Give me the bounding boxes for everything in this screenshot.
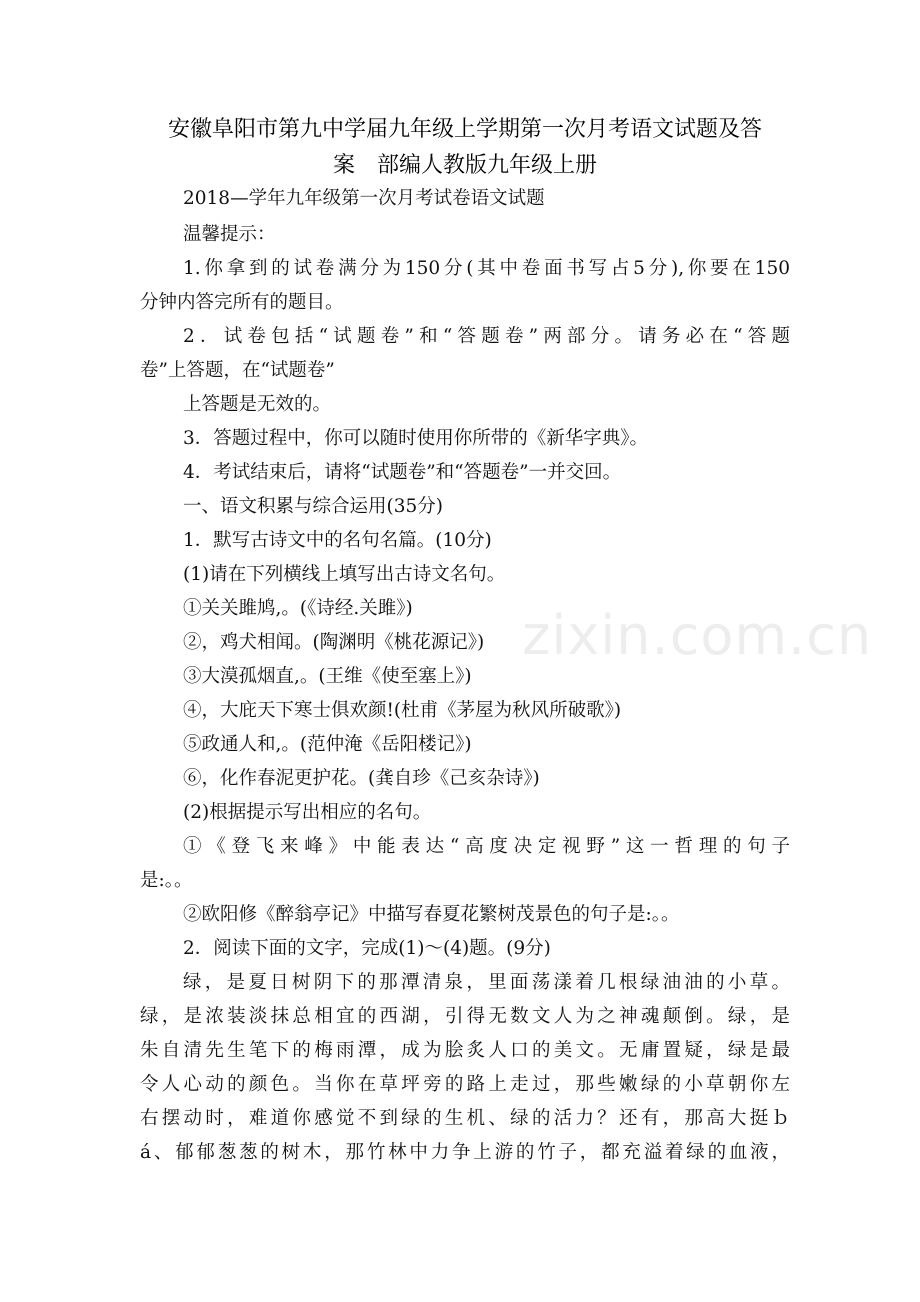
question-1-part-2: (2)根据提示写出相应的名句。 — [183, 802, 432, 823]
passage-line: 朱自清先生笔下的梅雨潭，成为脍炙人口的美文。无庸置疑，绿是最 — [140, 1040, 790, 1061]
exam-subtitle: 2018—学年九年级第一次月考试卷语文试题 — [183, 188, 545, 209]
tip-4: 4．考试结束后，请将“试题卷”和“答题卷”一并交回。 — [183, 462, 622, 483]
hint-item-1-line-2: 是:。。 — [140, 870, 193, 891]
tip-1-line-1: 1.你拿到的试卷满分为150分(其中卷面书写占5分),你要在150 — [183, 258, 790, 279]
passage-line: 右摆动时，难道你感觉不到绿的生机、绿的活力？还有，那高大挺ｂ — [140, 1108, 790, 1129]
section-1-heading: 一、语文积累与综合运用(35分) — [183, 496, 443, 517]
tips-heading: 温馨提示： — [183, 224, 276, 245]
poem-item-6: ⑥，化作春泥更护花。(龚自珍《己亥杂诗》) — [183, 768, 540, 789]
hint-item-2: ②欧阳修《醉翁亭记》中描写春夏花繁树茂景色的句子是:。。 — [183, 904, 680, 925]
passage-line: á、郁郁葱葱的树木，那竹林中力争上游的竹子，都充溢着绿的血液， — [140, 1142, 790, 1163]
tip-2-line-3: 上答题是无效的。 — [183, 394, 332, 415]
tip-2-line-2: 卷”上答题，在“试题卷” — [140, 360, 335, 381]
passage-line: 绿，是浓装淡抹总相宜的西湖，引得无数文人为之神魂颠倒。绿，是 — [140, 1006, 790, 1027]
question-1: 1．默写古诗文中的名句名篇。(10分) — [183, 530, 492, 551]
passage-line: 绿，是夏日树阴下的那潭清泉，里面荡漾着几根绿油油的小草。 — [183, 972, 790, 993]
poem-item-2: ②，鸡犬相闻。(陶渊明《桃花源记》) — [183, 632, 485, 653]
doc-title-line-2: 案 部编人教版九年级上册 — [332, 153, 597, 178]
tip-3: 3．答题过程中，你可以随时使用你所带的《新华字典》。 — [183, 428, 649, 449]
watermark: zixin.com.cn — [522, 604, 873, 667]
question-2: 2．阅读下面的文字，完成(1)～(4)题。(9分) — [183, 938, 551, 959]
poem-item-3: ③大漠孤烟直,。(王维《使至塞上》) — [183, 666, 472, 687]
question-1-part-1: (1)请在下列横线上填写出古诗文名句。 — [183, 564, 506, 585]
poem-item-4: ④，大庇天下寒士俱欢颜!(杜甫《茅屋为秋风所破歌》) — [183, 700, 622, 721]
hint-item-1-line-1: ①《登飞来峰》中能表达“高度决定视野”这一哲理的句子 — [183, 836, 790, 857]
passage-line: 令人心动的颜色。当你在草坪旁的路上走过，那些嫩绿的小草朝你左 — [140, 1074, 790, 1095]
poem-item-1: ①关关雎鸠,。(《诗经.关雎》) — [183, 598, 413, 619]
tip-1-line-2: 分钟内答完所有的题目。 — [140, 292, 344, 313]
doc-title-line-1: 安徽阜阳市第九中学届九年级上学期第一次月考语文试题及答 — [167, 117, 762, 142]
tip-2-line-1: 2．试卷包括“试题卷”和“答题卷”两部分。请务必在“答题 — [183, 326, 790, 347]
poem-item-5: ⑤政通人和,。(范仲淹《岳阳楼记》) — [183, 734, 472, 755]
